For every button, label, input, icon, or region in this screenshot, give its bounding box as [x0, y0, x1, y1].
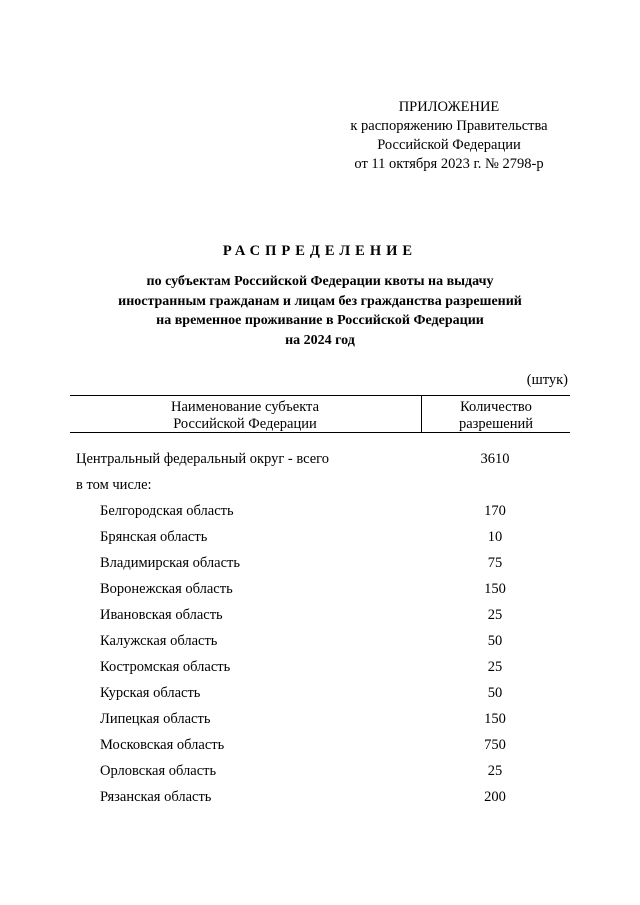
row-label: Рязанская область — [100, 789, 212, 805]
row-value: 150 — [484, 581, 506, 597]
header-subject-line-2: Российской Федерации — [173, 415, 317, 432]
appendix-line-government: Российской Федерации — [377, 137, 521, 153]
subtitle-line-4: на 2024 год — [285, 332, 355, 348]
table-row-including — [0, 475, 640, 501]
table-row — [0, 605, 640, 631]
row-value: 10 — [487, 529, 503, 545]
header-count-line-1: Количество — [460, 399, 532, 415]
table-header — [70, 395, 570, 433]
row-value: 25 — [487, 763, 503, 779]
row-label: Костромская область — [100, 659, 231, 675]
table-row — [0, 657, 640, 683]
appendix-line-order: к распоряжению Правительства — [350, 118, 548, 134]
row-label: Воронежская область — [100, 581, 233, 597]
row-value: 750 — [484, 737, 506, 753]
row-label: Ивановская область — [100, 607, 223, 623]
header-subject-line-1: Наименование субъекта — [170, 399, 320, 415]
table-row — [0, 553, 640, 579]
row-value: 50 — [487, 633, 503, 649]
row-label: Московская область — [100, 737, 225, 753]
table-row — [0, 631, 640, 657]
table-row — [0, 527, 640, 553]
row-value: 170 — [484, 503, 506, 519]
row-value: 200 — [484, 789, 506, 805]
subtitle-line-1: по субъектам Российской Федерации квоты на выдачу — [146, 274, 494, 289]
appendix-title: ПРИЛОЖЕНИЕ — [398, 99, 500, 115]
table-row — [0, 709, 640, 735]
table-row — [0, 683, 640, 709]
row-label: Белгородская область — [100, 503, 234, 519]
row-value: 25 — [487, 607, 503, 623]
row-label: Калужская область — [100, 633, 218, 649]
table-body — [0, 449, 640, 813]
appendix-header — [330, 98, 568, 174]
header-count-line-2: разрешений — [459, 415, 533, 432]
row-value: 3610 — [480, 451, 510, 467]
row-label: Орловская область — [100, 763, 217, 779]
table-row-total — [0, 449, 640, 475]
table-row — [0, 579, 640, 605]
row-label: Брянская область — [100, 529, 208, 545]
appendix-line-date: от 11 октября 2023 г. № 2798-р — [354, 156, 544, 172]
row-label: Липецкая область — [100, 711, 211, 727]
subtitle-line-2: иностранным гражданам и лицам без гражданства разрешений — [118, 293, 522, 309]
units-label: (штук) — [526, 372, 568, 388]
row-value: 25 — [487, 659, 503, 675]
row-value: 50 — [487, 685, 503, 701]
row-value: 150 — [484, 711, 506, 727]
row-label: Центральный федеральный округ - всего — [76, 451, 330, 467]
header-permit-count — [422, 399, 570, 432]
table-row — [0, 735, 640, 761]
subtitle-line-3: на временное проживание в Российской Федерации — [156, 313, 484, 328]
document-subtitle — [0, 272, 640, 350]
header-subject-name — [70, 399, 420, 432]
row-label: в том числе: — [76, 477, 152, 493]
document-title: РАСПРЕДЕЛЕНИЕ — [222, 243, 418, 259]
table-row — [0, 761, 640, 787]
row-label: Владимирская область — [100, 555, 240, 571]
table-row — [0, 787, 640, 813]
row-value: 75 — [487, 555, 503, 571]
table-row — [0, 501, 640, 527]
row-label: Курская область — [100, 685, 201, 701]
